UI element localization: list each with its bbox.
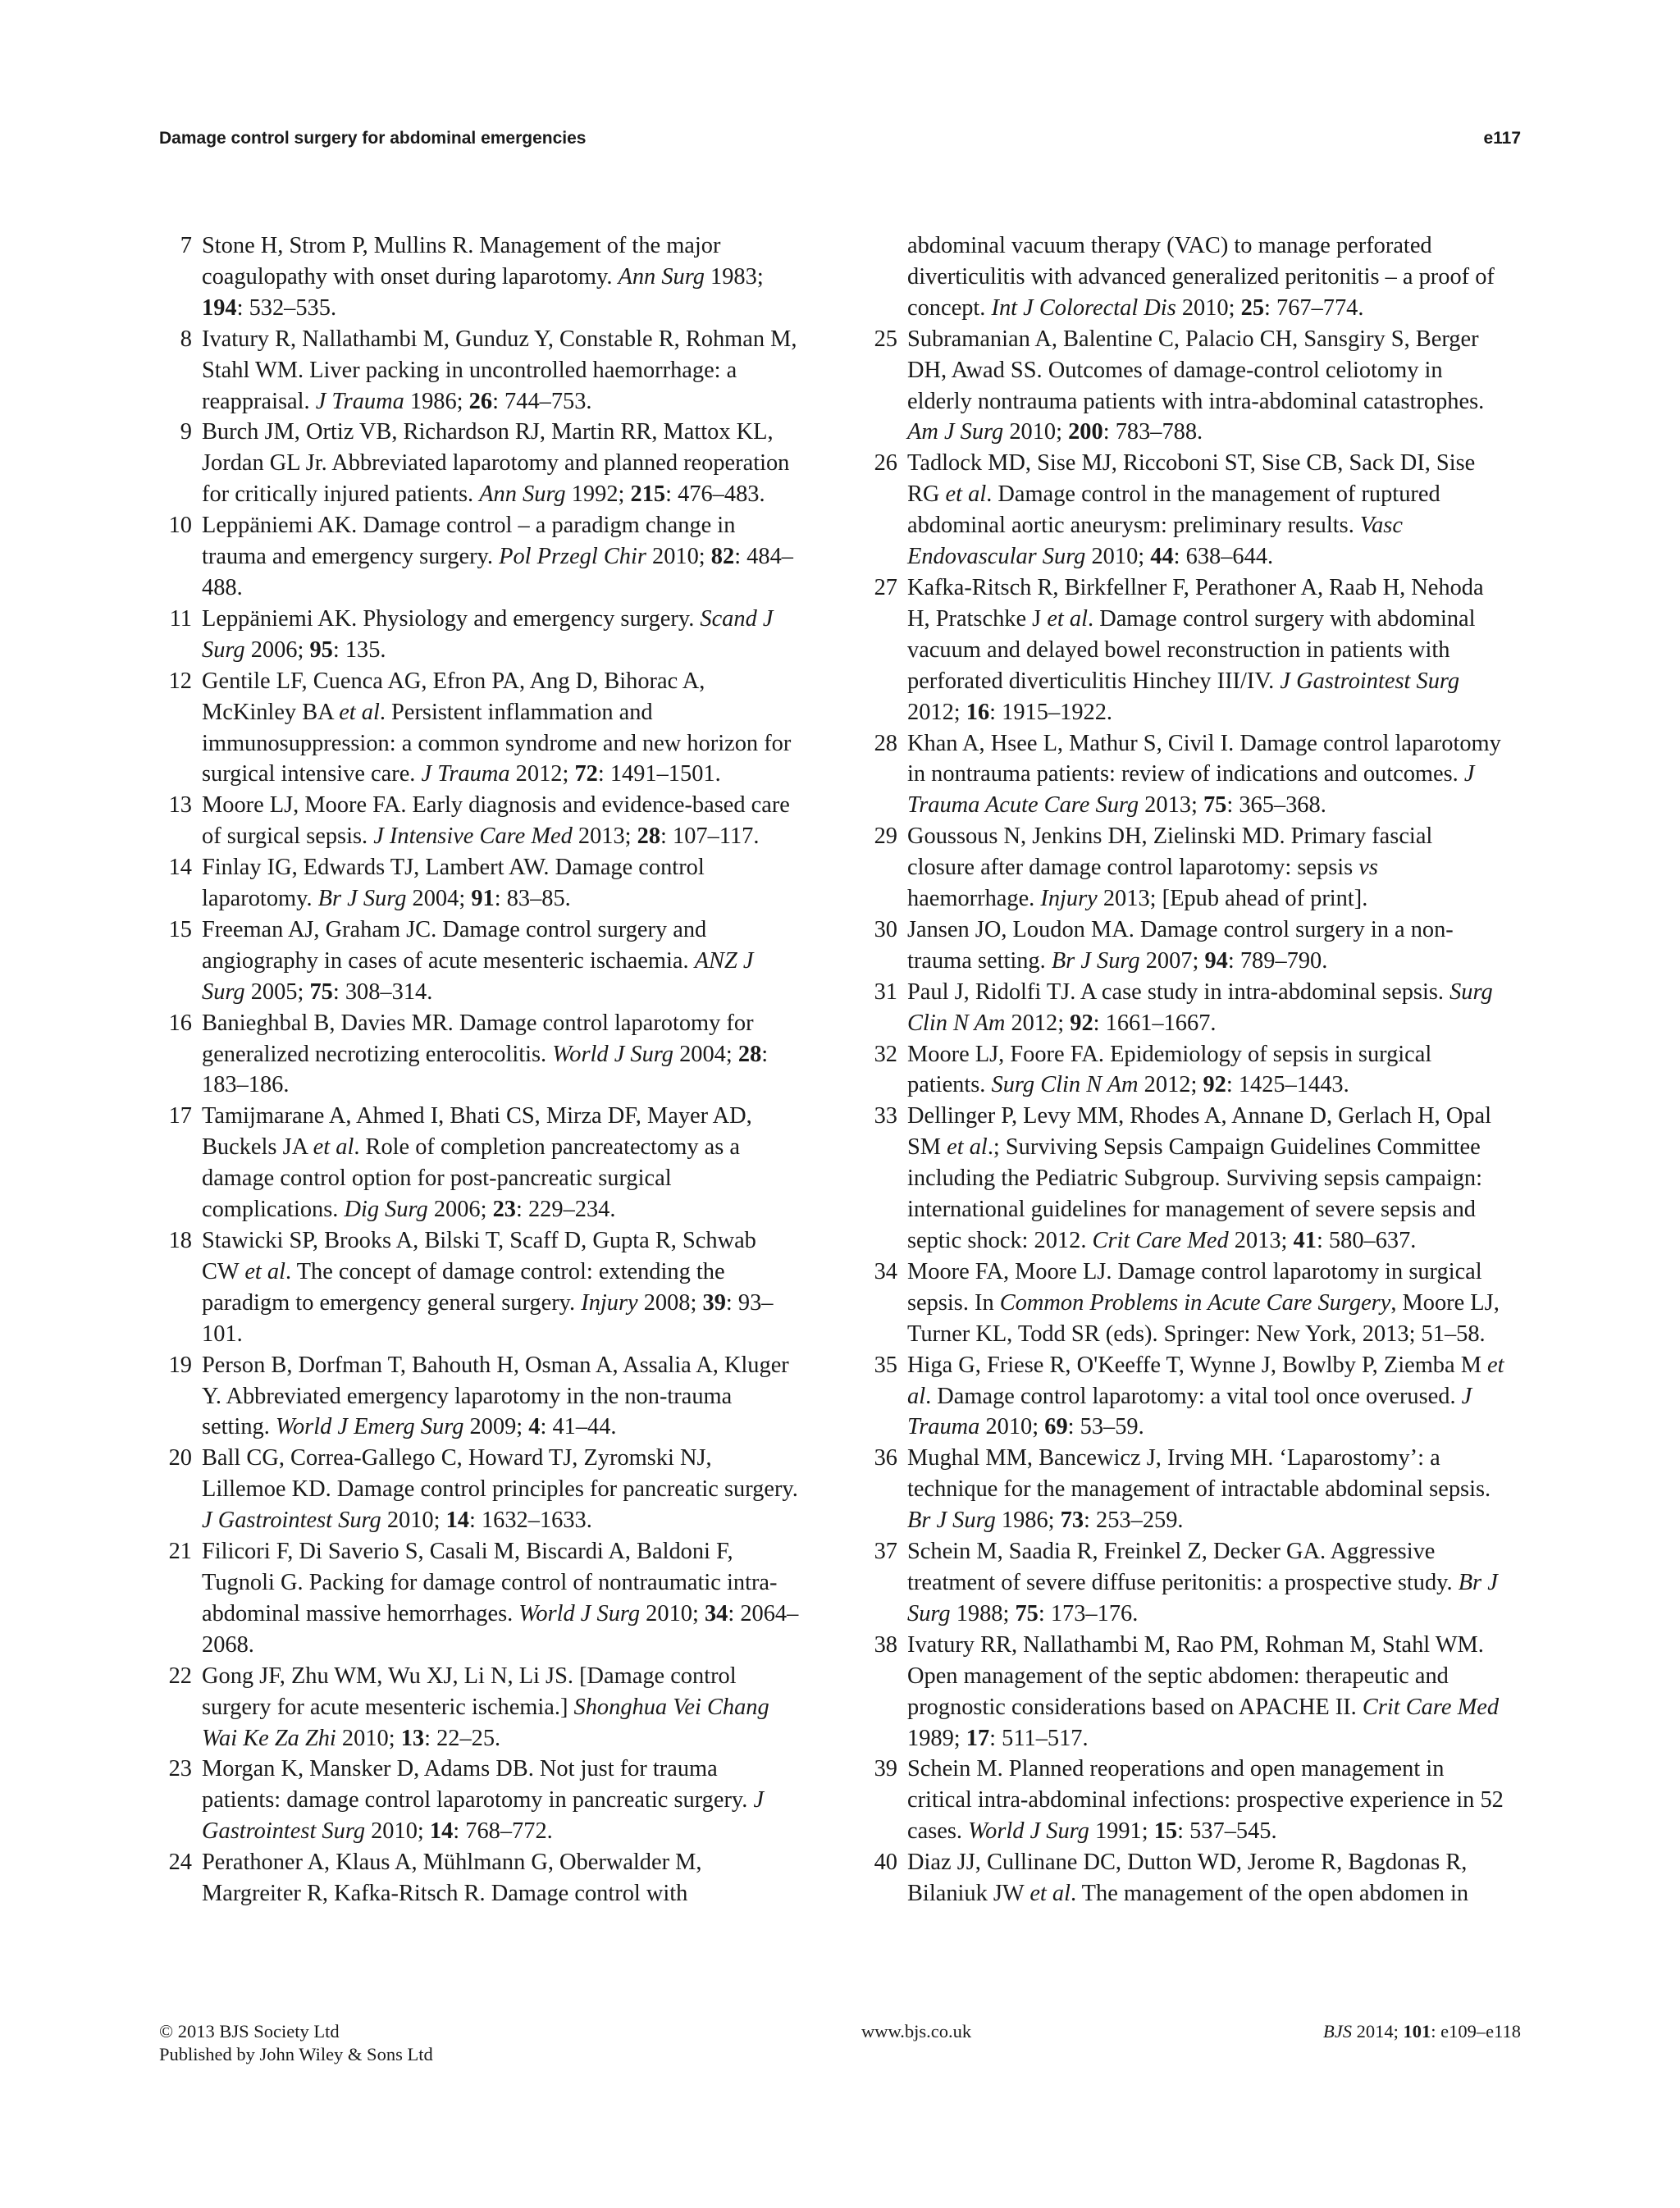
reference-italic-text: Vasc Endovascular Surg [907, 513, 1403, 570]
reference-number: 36 [874, 1445, 897, 1471]
reference-item [159, 666, 799, 791]
reference-item [159, 1847, 799, 1909]
reference-number: 25 [874, 326, 897, 352]
reference-italic-text: et al [1029, 1881, 1071, 1907]
reference-number: 9 [180, 419, 192, 445]
reference-italic-text: Scand J Surg [202, 605, 774, 663]
reference-text: Finlay IG, Edwards TJ, Lambert AW. Damage control laparotomy. [202, 855, 705, 912]
reference-text: : 83–85. [494, 886, 571, 912]
reference-italic-text: J Gastrointest Surg [202, 1787, 765, 1845]
reference-italic-text: ANZ J Surg [202, 947, 754, 1005]
reference-text: Dellinger P, Levy MM, Rhodes A, Annane D, Gerlach H, Opal SM [907, 1103, 1492, 1161]
reference-volume: 72 [574, 761, 598, 787]
reference-text: 2010; [365, 1818, 430, 1845]
reference-text: Moore FA, Moore LJ. Damage control laparotomy in surgical sepsis. In [907, 1258, 1482, 1316]
reference-text: 1986; [995, 1508, 1061, 1534]
reference-text: : 638–644. [1173, 544, 1274, 570]
reference-item [159, 852, 799, 915]
reference-text: 2012; [1005, 1010, 1071, 1036]
reference-number: 18 [168, 1228, 192, 1253]
reference-text: : 768–772. [453, 1818, 553, 1845]
reference-italic-text: J Trauma Acute Care Surg [907, 761, 1475, 819]
reference-text: : 744–753. [492, 388, 592, 414]
reference-text: Gong JF, Zhu WM, Wu XJ, Li N, Li JS. [Damage control surgery for acute mesenteric ischemia.] [202, 1663, 737, 1720]
reference-text: Moore LJ, Foore FA. Epidemiology of sepsis in surgical patients. [907, 1041, 1432, 1098]
reference-text: . Role of completion pancreatectomy as a damage control option for post-pancreatic surgical complications. [202, 1134, 740, 1223]
reference-volume: 75 [1203, 792, 1227, 819]
reference-text: : 1915–1922. [989, 699, 1113, 725]
reference-italic-text: World J Surg [968, 1818, 1089, 1845]
reference-italic-text: Br J Surg [907, 1508, 996, 1534]
reference-text: Perathoner A, Klaus A, Mühlmann G, Oberwalder M, Margreiter R, Kafka-Ritsch R. Damage control with [202, 1850, 702, 1907]
reference-text: Higa G, Friese R, O'Keeffe T, Wynne J, Bowlby P, Ziemba M [907, 1352, 1488, 1378]
reference-italic-text: J Trauma [315, 388, 404, 414]
reference-volume: 41 [1293, 1228, 1317, 1253]
reference-text: 1983; [704, 263, 764, 290]
reference-number: 28 [874, 730, 897, 756]
reference-text: Morgan K, Mansker D, Adams DB. Not just for trauma patients: damage control laparotomy in pancreatic surgery. [202, 1756, 754, 1813]
reference-number: 15 [168, 916, 192, 942]
reference-text: 2006; [244, 636, 310, 663]
reference-volume: 4 [528, 1414, 541, 1440]
reference-italic-text: J Gastrointest Surg [1280, 668, 1460, 694]
reference-volume: 26 [468, 388, 493, 414]
reference-number: 26 [874, 450, 897, 477]
reference-text: Person B, Dorfman T, Bahouth H, Osman A, Assalia A, Kluger Y. Abbreviated emergency laparotomy in the non-trauma setting. [202, 1352, 789, 1440]
reference-volume: 39 [702, 1289, 726, 1316]
reference-item [159, 1008, 799, 1102]
reference-text: , Moore LJ, Turner KL, Todd SR (eds). Springer: New York, 2013; 51–58. [907, 1289, 1500, 1347]
reference-italic-text: Am J Surg [907, 419, 1004, 445]
reference-text: : 789–790. [1227, 947, 1328, 974]
reference-item [865, 230, 1504, 324]
reference-italic-text: Shonghua Vei Chang Wai Ke Za Zhi [202, 1694, 769, 1751]
reference-text: Leppäniemi AK. Physiology and emergency surgery. [202, 605, 701, 632]
reference-item [159, 790, 799, 852]
reference-text: Jansen JO, Loudon MA. Damage control surgery in a non-trauma setting. [907, 916, 1454, 974]
reference-number: 37 [874, 1539, 897, 1565]
reference-text: Diaz JJ, Cullinane DC, Dutton WD, Jerome R, Bagdonas R, Bilaniuk JW [907, 1850, 1468, 1907]
reference-text: Gentile LF, Cuenca AG, Efron PA, Ang D, Bihorac A, McKinley BA [202, 668, 705, 725]
publisher-line: Published by John Wiley & Sons Ltd [159, 2044, 433, 2064]
reference-italic-text: Common Problems in Acute Care Surgery [999, 1289, 1391, 1316]
reference-text: 2010; [640, 1600, 705, 1626]
reference-number: 38 [874, 1631, 897, 1658]
reference-item [865, 1443, 1504, 1536]
reference-volume: 73 [1060, 1508, 1084, 1534]
reference-text: 2013; [1228, 1228, 1294, 1253]
reference-number: 13 [168, 792, 192, 819]
reference-italic-text: et al [945, 481, 987, 508]
reference-text: Freeman AJ, Graham JC. Damage control surgery and angiography in cases of acute mesenteric ischaemia. [202, 916, 707, 974]
reference-item [159, 417, 799, 510]
reference-number: 11 [169, 605, 192, 632]
reference-italic-text: Injury [1040, 886, 1098, 912]
reference-item [159, 604, 799, 666]
reference-volume: 17 [966, 1725, 990, 1751]
reference-volume: 194 [202, 294, 237, 321]
reference-text: Ivatury R, Nallathambi M, Gunduz Y, Constable R, Rohman M, Stahl WM. Liver packing in uncontrolled haemorrhage: a reappraisal. [202, 326, 797, 414]
reference-text: : 253–259. [1084, 1508, 1184, 1534]
reference-volume: 94 [1204, 947, 1228, 974]
reference-text: Schein M. Planned reoperations and open management in critical intra-abdominal infections: prospective experience in 52 cases. [907, 1756, 1504, 1845]
reference-text: 2010; [1003, 419, 1069, 445]
reference-text: 2008; [637, 1289, 703, 1316]
reference-text: : 2064–2068. [202, 1600, 799, 1658]
reference-italic-text: Surg Clin N Am [991, 1072, 1139, 1098]
reference-volume: 34 [704, 1600, 728, 1626]
reference-volume: 95 [309, 636, 333, 663]
reference-item [159, 915, 799, 1008]
reference-item [159, 230, 799, 324]
reference-text: 1988; [950, 1600, 1016, 1626]
reference-text: abdominal vacuum therapy (VAC) to manage perforated diverticulitis with advanced generalized peritonitis – a proof of concept. [907, 233, 1495, 321]
reference-text: : 308–314. [332, 979, 433, 1005]
reference-volume: 14 [429, 1818, 454, 1845]
reference-text: : 1632–1633. [468, 1508, 592, 1534]
reference-item [159, 1443, 799, 1536]
reference-text: Subramanian A, Balentine C, Palacio CH, Sansgiry S, Berger DH, Awad SS. Outcomes of damage-control celiotomy in elderly nontrauma patients with intra-abdominal catastrophes. [907, 326, 1485, 414]
citation-pages: : e109–e118 [1431, 2021, 1521, 2041]
reference-italic-text: J Trauma [421, 761, 510, 787]
reference-text: Leppäniemi AK. Damage control – a paradigm change in trauma and emergency surgery. [202, 513, 736, 570]
reference-item [865, 1257, 1504, 1350]
reference-number: 35 [874, 1352, 897, 1378]
reference-text: Goussous N, Jenkins DH, Zielinski MD. Primary fascial closure after damage control laparotomy: sepsis [907, 823, 1433, 881]
reference-italic-text: Injury [581, 1289, 638, 1316]
reference-text: 2013; [Epub ahead of print]. [1097, 886, 1368, 912]
reference-text: Khan A, Hsee L, Mathur S, Civil I. Damage control laparotomy in nontrauma patients: review of indications and outcomes. [907, 730, 1501, 787]
reference-italic-text: vs [1358, 855, 1378, 881]
reference-text: : 135. [332, 636, 386, 663]
reference-item [159, 1536, 799, 1661]
reference-text: 2010; [979, 1414, 1045, 1440]
reference-text: 2004; [673, 1041, 738, 1067]
reference-text: : 484–488. [202, 544, 793, 600]
reference-volume: 92 [1070, 1010, 1093, 1036]
reference-text: : 173–176. [1038, 1600, 1139, 1626]
reference-text: : 532–535. [236, 294, 337, 321]
reference-text: Filicori F, Di Saverio S, Casali M, Biscardi A, Baldoni F, Tugnoli G. Packing for damage control of nontraumatic intra-abdominal massive hemorrhages. [202, 1539, 778, 1626]
reference-text: 1986; [404, 388, 469, 414]
reference-volume: 28 [737, 1041, 762, 1067]
reference-number: 22 [168, 1663, 192, 1689]
reference-text: Stawicki SP, Brooks A, Bilski T, Scaff D, Gupta R, Schwab CW [202, 1228, 756, 1284]
journal-website[interactable]: www.bjs.co.uk [861, 2021, 972, 2041]
reference-text: 1989; [907, 1725, 966, 1751]
reference-text: . The management of the open abdomen in [1071, 1881, 1469, 1907]
references-right-column [865, 230, 1504, 1909]
reference-italic-text: et al [313, 1134, 354, 1161]
reference-volume: 25 [1240, 294, 1265, 321]
reference-volume: 16 [966, 699, 990, 725]
footer-copyright-block [159, 2020, 433, 2066]
reference-italic-text: Ann Surg [618, 263, 705, 290]
reference-item [865, 1630, 1504, 1754]
reference-text: . Damage control surgery with abdominal vacuum and delayed bowel reconstruction in patients with perforated diverticulitis Hinchey III/IV. [907, 605, 1476, 694]
reference-item [865, 977, 1504, 1039]
reference-text: . Damage control laparotomy: a vital tool once overused. [925, 1383, 1462, 1409]
reference-text: Tamijmarane A, Ahmed I, Bhati CS, Mirza DF, Mayer AD, Buckels JA [202, 1103, 752, 1161]
reference-italic-text: et al [339, 699, 380, 725]
reference-text: : 783–788. [1102, 419, 1203, 445]
reference-item [865, 448, 1504, 573]
reference-number: 7 [180, 233, 192, 258]
reference-text: 2010; [1176, 294, 1241, 321]
reference-text: Kafka-Ritsch R, Birkfellner F, Perathoner A, Raab H, Nehoda H, Pratschke J [907, 574, 1484, 632]
reference-item [865, 1101, 1504, 1257]
reference-text: 2010; [1085, 544, 1151, 570]
copyright-line: © 2013 BJS Society Ltd [159, 2021, 340, 2041]
reference-item [865, 573, 1504, 728]
reference-text: 1992; [565, 481, 631, 508]
references-left-column [159, 230, 799, 1909]
reference-text: Burch JM, Ortiz VB, Richardson RJ, Martin RR, Mattox KL, Jordan GL Jr. Abbreviated laparotomy and planned reoperation for critically injured patients. [202, 419, 790, 508]
reference-number: 39 [874, 1756, 897, 1782]
reference-item [865, 1350, 1504, 1444]
reference-volume: 28 [637, 823, 661, 850]
reference-italic-text: et al [1047, 605, 1088, 632]
reference-text: .; Surviving Sepsis Campaign Guidelines Committee including the Pediatric Subgroup. Surviving sepsis campaign: international guidelines for management of severe sepsis and septic shock: 2012. [907, 1134, 1483, 1253]
reference-italic-text: Crit Care Med [1362, 1694, 1500, 1720]
reference-number: 34 [874, 1258, 897, 1284]
reference-text: 2013; [572, 823, 637, 850]
reference-text: Schein M, Saadia R, Freinkel Z, Decker GA. Aggressive treatment of severe diffuse peritonitis: a prospective study. [907, 1539, 1459, 1595]
reference-text: Stone H, Strom P, Mullins R. Management of the major coagulopathy with onset during laparotomy. [202, 233, 721, 290]
reference-number: 10 [168, 513, 192, 539]
reference-number: 40 [874, 1850, 897, 1876]
reference-item [865, 1536, 1504, 1630]
journal-abbrev: BJS [1322, 2021, 1352, 2041]
journal-citation [1323, 2020, 1521, 2043]
reference-text: Tadlock MD, Sise MJ, Riccoboni ST, Sise CB, Sack DI, Sise RG [907, 450, 1476, 508]
reference-text: . Damage control in the management of ruptured abdominal aortic aneurysm: preliminary results. [907, 481, 1440, 539]
reference-text: Banieghbal B, Davies MR. Damage control laparotomy for generalized necrotizing enterocolitis. [202, 1010, 754, 1067]
reference-item [865, 1754, 1504, 1847]
reference-text: : 107–117. [660, 823, 760, 850]
reference-item [865, 821, 1504, 915]
reference-text: 2012; [509, 761, 575, 787]
reference-italic-text: Crit Care Med [1092, 1228, 1229, 1253]
reference-volume: 13 [400, 1725, 425, 1751]
reference-italic-text: et al [907, 1352, 1504, 1409]
reference-italic-text: Surg Clin N Am [907, 979, 1493, 1036]
reference-item [865, 1039, 1504, 1102]
reference-number: 29 [874, 823, 897, 850]
reference-number: 19 [168, 1352, 192, 1378]
reference-text: Ivatury RR, Nallathambi M, Rao PM, Rohman M, Stahl WM. Open management of the septic abdomen: therapeutic and prognostic considerations based on APACHE II. [907, 1631, 1484, 1720]
citation-volume: 101 [1403, 2021, 1431, 2041]
reference-italic-text: Int J Colorectal Dis [991, 294, 1176, 321]
reference-item [159, 1101, 799, 1225]
reference-number: 20 [168, 1445, 192, 1471]
reference-volume: 15 [1153, 1818, 1178, 1845]
reference-italic-text: World J Surg [552, 1041, 673, 1067]
reference-volume: 44 [1150, 544, 1174, 570]
reference-number: 27 [874, 574, 897, 600]
reference-number: 32 [874, 1041, 897, 1067]
reference-italic-text: World J Surg [518, 1600, 641, 1626]
running-head-title: Damage control surgery for abdominal emergencies [159, 129, 587, 148]
reference-italic-text: Pol Przegl Chir [499, 544, 646, 570]
reference-text: 2012; [907, 699, 966, 725]
reference-text: 2009; [463, 1414, 529, 1440]
reference-italic-text: Br J Surg [907, 1569, 1498, 1626]
reference-item [865, 324, 1504, 449]
reference-volume: 14 [445, 1508, 469, 1534]
reference-volume: 69 [1044, 1414, 1068, 1440]
reference-number: 21 [168, 1539, 192, 1565]
reference-text: haemorrhage. [907, 886, 1041, 912]
reference-number: 31 [874, 979, 897, 1005]
reference-italic-text: World J Emerg Surg [275, 1414, 464, 1440]
reference-italic-text: et al [244, 1258, 285, 1284]
reference-item [865, 728, 1504, 822]
reference-number: 17 [168, 1103, 192, 1129]
reference-item [159, 1754, 799, 1847]
reference-number: 8 [180, 326, 192, 352]
reference-volume: 23 [492, 1197, 516, 1223]
reference-volume: 91 [471, 886, 495, 912]
reference-text: : 1491–1501. [597, 761, 721, 787]
reference-text: : 365–368. [1226, 792, 1326, 819]
reference-text: : 537–545. [1177, 1818, 1277, 1845]
reference-text: : 53–59. [1067, 1414, 1144, 1440]
reference-volume: 92 [1203, 1072, 1226, 1098]
reference-number: 14 [168, 855, 192, 881]
reference-text: : 511–517. [989, 1725, 1089, 1751]
reference-item [159, 324, 799, 417]
reference-item [159, 510, 799, 604]
reference-text: Ball CG, Correa-Gallego C, Howard TJ, Zyromski NJ, Lillemoe KD. Damage control principles for pancreatic surgery. [202, 1445, 798, 1503]
reference-italic-text: et al [947, 1134, 988, 1161]
reference-text: Paul J, Ridolfi TJ. A case study in intra-abdominal sepsis. [907, 979, 1450, 1005]
reference-number: 33 [874, 1103, 897, 1129]
reference-text: . Persistent inflammation and immunosuppression: a common syndrome and new horizon for surgical intensive care. [202, 699, 792, 787]
reference-italic-text: Ann Surg [479, 481, 566, 508]
reference-italic-text: Dig Surg [344, 1197, 428, 1223]
reference-number: 16 [168, 1010, 192, 1036]
reference-text: 2010; [336, 1725, 401, 1751]
reference-text: 2012; [1138, 1072, 1203, 1098]
reference-volume: 82 [710, 544, 735, 570]
reference-text: 2005; [244, 979, 310, 1005]
reference-text: : 1661–1667. [1093, 1010, 1217, 1036]
reference-text: : 767–774. [1264, 294, 1364, 321]
reference-text: : 580–637. [1316, 1228, 1417, 1253]
reference-volume: 75 [1015, 1600, 1039, 1626]
reference-italic-text: Br J Surg [317, 886, 407, 912]
reference-number: 24 [168, 1850, 192, 1876]
reference-text: : 41–44. [540, 1414, 617, 1440]
reference-text: : 183–186. [202, 1041, 769, 1098]
reference-item [159, 1350, 799, 1444]
running-head [159, 129, 1521, 158]
reference-text: Moore LJ, Moore FA. Early diagnosis and evidence-based care of surgical sepsis. [202, 792, 790, 850]
reference-volume: 215 [630, 481, 666, 508]
reference-number: 23 [168, 1756, 192, 1782]
reference-item [865, 1847, 1504, 1909]
reference-text: : 22–25. [424, 1725, 501, 1751]
reference-text: 2007; [1139, 947, 1205, 974]
reference-text: 2010; [646, 544, 711, 570]
reference-text: 2013; [1139, 792, 1203, 819]
reference-italic-text: J Gastrointest Surg [202, 1508, 381, 1534]
reference-italic-text: Br J Surg [1051, 947, 1140, 974]
reference-text: : 93–101. [202, 1289, 774, 1347]
reference-item [159, 1225, 799, 1350]
reference-text: 2006; [427, 1197, 493, 1223]
reference-item [865, 915, 1504, 977]
reference-item [159, 1661, 799, 1754]
reference-number: 12 [168, 668, 192, 694]
page-number: e117 [1483, 129, 1521, 148]
reference-text: 2004; [406, 886, 472, 912]
reference-text: : 1425–1443. [1226, 1072, 1349, 1098]
reference-text: 1991; [1089, 1818, 1154, 1845]
reference-volume: 200 [1068, 419, 1103, 445]
reference-text: . The concept of damage control: extending the paradigm to emergency general surgery. [202, 1258, 725, 1316]
citation-year: 2014; [1351, 2021, 1404, 2041]
reference-italic-text: J Intensive Care Med [373, 823, 573, 850]
reference-number: 30 [874, 916, 897, 942]
reference-volume: 75 [309, 979, 333, 1005]
reference-text: : 229–234. [516, 1197, 616, 1223]
reference-italic-text: J Trauma [907, 1383, 1472, 1440]
reference-text: 2010; [381, 1508, 446, 1534]
reference-text: Mughal MM, Bancewicz J, Irving MH. ‘Laparostomy’: a technique for the management of intractable abdominal sepsis. [907, 1445, 1491, 1503]
reference-text: : 476–483. [665, 481, 765, 508]
